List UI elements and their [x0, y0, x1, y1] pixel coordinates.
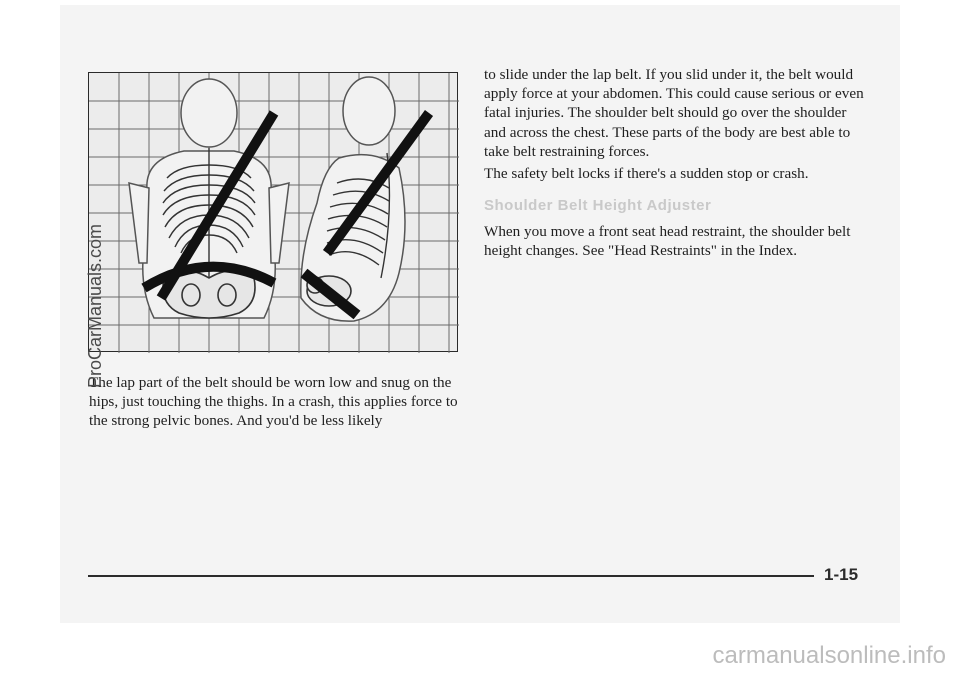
lap-belt-paragraph: The lap part of the belt should be worn low and snug on the hips, just touching the thighs. In a crash, this applies force to the strong pelvic bones. And you'd be less likely — [89, 374, 458, 430]
skeleton-seat-belt-illustration — [88, 72, 458, 352]
footer-divider — [88, 575, 814, 577]
page-number: 1-15 — [824, 565, 859, 584]
section-heading: Shoulder Belt Height Adjuster — [484, 197, 712, 214]
height-adjuster-paragraph: When you move a front seat head restraint, the shoulder belt height changes. See "Head Restraints" in the Index. — [484, 223, 851, 260]
bottom-watermark: carmanualsonline.info — [712, 642, 946, 669]
belt-lock-paragraph: The safety belt locks if there's a sudden stop or crash. — [484, 165, 809, 182]
skeleton-illustration-icon — [89, 73, 459, 353]
lap-belt-paragraph-continued: to slide under the lap belt. If you slid under it, the belt would apply force at your abdomen. This could cause serious or even fatal injuries. The shoulder belt should go over the shoulder and across the chest. These parts of the body are best able to take belt restraining forces. — [484, 66, 864, 160]
side-watermark: ProCarManuals.com — [85, 223, 105, 388]
